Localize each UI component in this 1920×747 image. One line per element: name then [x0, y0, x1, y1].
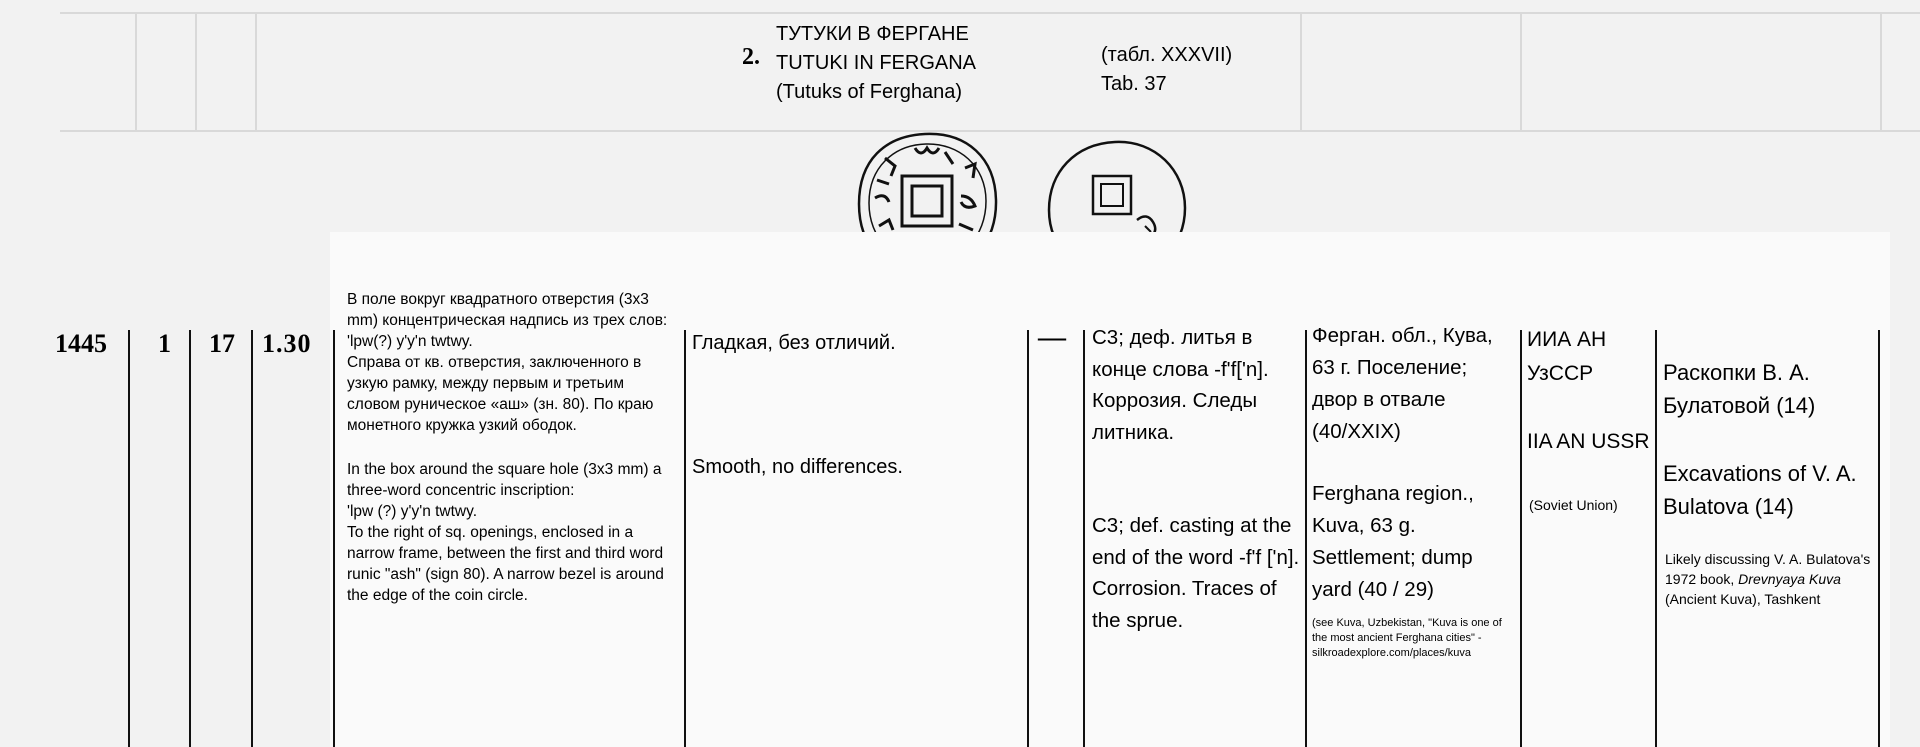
source-note-pre: Likely discussing V. A. Bulatova's 1972 book, — [1665, 551, 1871, 587]
obverse-en-3: To the right of sq. openings, enclosed in a narrow frame, between the first and third word runic "ash" (sign 80). A narrow bezel is around the edge of the coin circle. — [347, 524, 664, 604]
find-place-ru: Ферган. обл., Кува, 63 г. Поселение; двор в отвале (40/XXIX) — [1312, 324, 1493, 443]
weight-value: 1.30 — [262, 329, 312, 358]
empty-dash: — — [1038, 322, 1066, 353]
obverse-en-2: 'lpw (?) y'y'n twtwy. — [347, 503, 478, 520]
collection-ru: ИИА АН УзССР — [1527, 328, 1607, 385]
obverse-ru-3: Справа от кв. отверстия, заключенного в узкую рамку, между первым и третьим словом руническое «аш» (зн. 80). По краю монетного кружка узкий ободок. — [347, 354, 654, 434]
collection-en: IIA AN USSR — [1527, 430, 1650, 453]
table-ref-ru: (табл. XXXVII) — [1101, 44, 1233, 66]
reverse-ru: Гладкая, без отличий. — [692, 332, 896, 354]
column-rule — [1655, 330, 1657, 747]
title-en: TUTUKI IN FERGANA — [776, 52, 977, 74]
column-rule — [128, 330, 130, 747]
condition-ru: С3; деф. литья в конце слова -f'f['n]. Коррозия. Следы литника. — [1092, 326, 1269, 444]
collection-note: (Soviet Union) — [1529, 497, 1618, 513]
source-note-title: Drevnyaya Kuva — [1738, 571, 1841, 587]
column-rule — [251, 330, 253, 747]
column-2-value: 1 — [158, 329, 171, 358]
find-place-en: Ferghana region., Kuva, 63 g. Settlement; dump yard (40 / 29) — [1312, 482, 1474, 601]
column-rule — [684, 330, 686, 747]
section-title — [776, 20, 976, 107]
source-note-post: (Ancient Kuva), Tashkent — [1665, 591, 1821, 607]
table-reference — [1101, 41, 1232, 99]
column-rule — [1305, 330, 1307, 747]
catalog-number: 1445 — [55, 329, 107, 358]
source-en: Excavations of V. A. Bulatova (14) — [1663, 461, 1857, 519]
title-ru: ТУТУКИ В ФЕРГАНЕ — [776, 23, 969, 45]
find-place-note: (see Kuva, Uzbekistan, "Kuva is one of the most ancient Ferghana cities" - silkroadexplore.com/places/kuva — [1312, 617, 1502, 659]
obverse-ru-2: 'lpw(?) y'y'n twtwy. — [347, 333, 473, 350]
ghost-rule — [1300, 12, 1302, 132]
obverse-ru-1: В поле вокруг квадратного отверстия (3х3 mm) концентрическая надпись из трех слов: — [347, 291, 668, 329]
table-ref-en: Tab. 37 — [1101, 73, 1167, 95]
condition-en: C3; def. casting at the end of the word -f'f ['n]. Corrosion. Traces of the sprue. — [1092, 514, 1300, 632]
source-note — [1665, 549, 1875, 609]
column-rule — [333, 330, 335, 747]
column-rule — [1083, 330, 1085, 747]
column-rule — [1520, 330, 1522, 747]
ghost-rule — [1880, 12, 1882, 132]
section-number: 2. — [742, 44, 760, 70]
obverse-en-1: In the box around the square hole (3x3 mm) a three-word concentric inscription: — [347, 461, 662, 499]
source-ru: Раскопки В. А. Булатовой (14) — [1663, 360, 1816, 418]
title-gloss: (Tutuks of Ferghana) — [776, 81, 963, 103]
column-3-value: 17 — [209, 329, 235, 358]
ghost-rule — [195, 12, 197, 132]
reverse-en: Smooth, no differences. — [692, 456, 903, 478]
ghost-rule — [255, 12, 257, 132]
obverse-description — [347, 289, 681, 606]
ghost-rule — [60, 12, 1920, 14]
column-rule — [189, 330, 191, 747]
ghost-rule — [1520, 12, 1522, 132]
ghost-rule — [135, 12, 137, 132]
column-rule — [1027, 330, 1029, 747]
column-rule — [1878, 330, 1880, 747]
